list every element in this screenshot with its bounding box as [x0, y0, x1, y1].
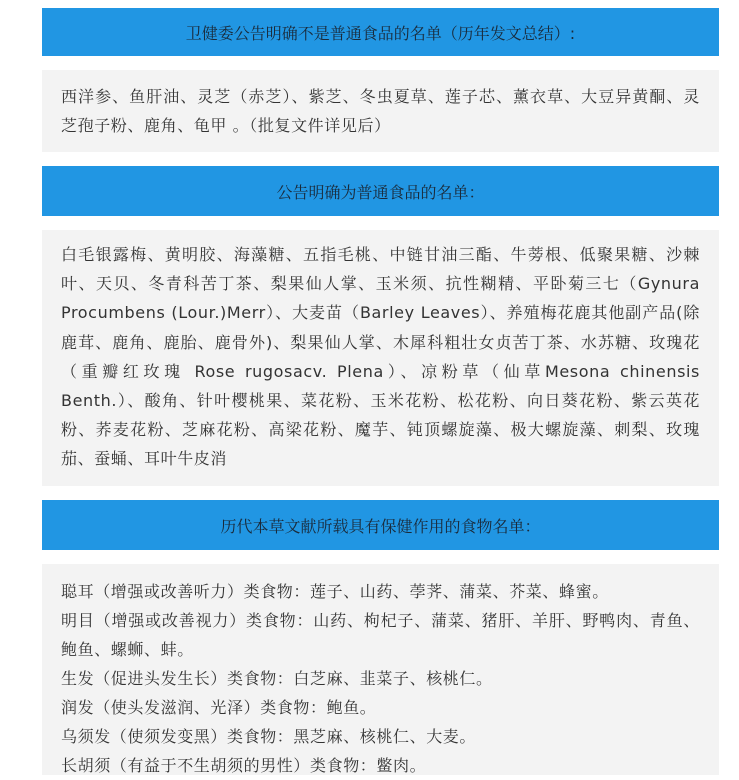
ordinary-food-list: 白毛银露梅、黄明胶、海藻糖、五指毛桃、中链甘油三酯、牛蒡根、低聚果糖、沙棘叶、天贝、冬青科苦丁茶、梨果仙人掌、玉米须、抗性糊精、平卧菊三七（Gynura Procumbens (Lour.)Merr）、大麦苗（Barley Leaves）、养殖梅花鹿其他副产品(除鹿茸、鹿角、鹿胎、鹿骨外)、梨果仙人掌、木犀科粗壮女贞苦丁茶、水苏糖、玫瑰花（重瓣红玫瑰 Rose rugosacv. Plena）、凉粉草（仙草Mesona chinensis Benth.）、酸角、针叶樱桃果、菜花粉、玉米花粉、松花粉、向日葵花粉、紫云英花粉、荞麦花粉、芝麻花粉、高梁花粉、魔芋、钝顶螺旋藻、极大螺旋藻、刺梨、玫瑰茄、蚕蛹、耳叶牛皮消: [61, 245, 700, 469]
section-header-ordinary-food: [42, 166, 719, 216]
list-item: 润发（使头发滋润、光泽）类食物：鲍鱼。: [61, 698, 377, 717]
list-item: 乌须发（使须发变黑）类食物：黑芝麻、核桃仁、大麦。: [61, 727, 477, 746]
section-title: 公告明确为普通食品的名单：: [276, 182, 485, 202]
ordinary-food-panel: [42, 230, 719, 486]
section-header-health-foods: [42, 500, 719, 550]
section-title: 卫健委公告明确不是普通食品的名单（历年发文总结）:: [185, 23, 576, 43]
list-item: 聪耳（增强或改善听力）类食物：莲子、山药、荸荠、蒲菜、芥菜、蜂蜜。: [61, 582, 609, 601]
list-item: 明目（增强或改善视力）类食物：山药、枸杞子、蒲菜、猪肝、羊肝、野鸭肉、青鱼、鲍鱼、螺蛳、蚌。: [61, 611, 700, 659]
health-foods-panel: [42, 564, 719, 775]
section-title: 历代本草文献所载具有保健作用的食物名单：: [220, 516, 541, 536]
not-ordinary-food-panel: [42, 70, 719, 152]
not-ordinary-food-list: 西洋参、鱼肝油、灵芝（赤芝）、紫芝、冬虫夏草、莲子芯、薰衣草、大豆异黄酮、灵芝孢子粉、鹿角、龟甲 。（批复文件详见后）: [61, 87, 700, 135]
section-header-not-ordinary-food: [42, 8, 719, 56]
list-item: 长胡须（有益于不生胡须的男性）类食物：鳖肉。: [61, 756, 427, 775]
list-item: 生发（促进头发生长）类食物：白芝麻、韭菜子、核桃仁。: [61, 669, 493, 688]
